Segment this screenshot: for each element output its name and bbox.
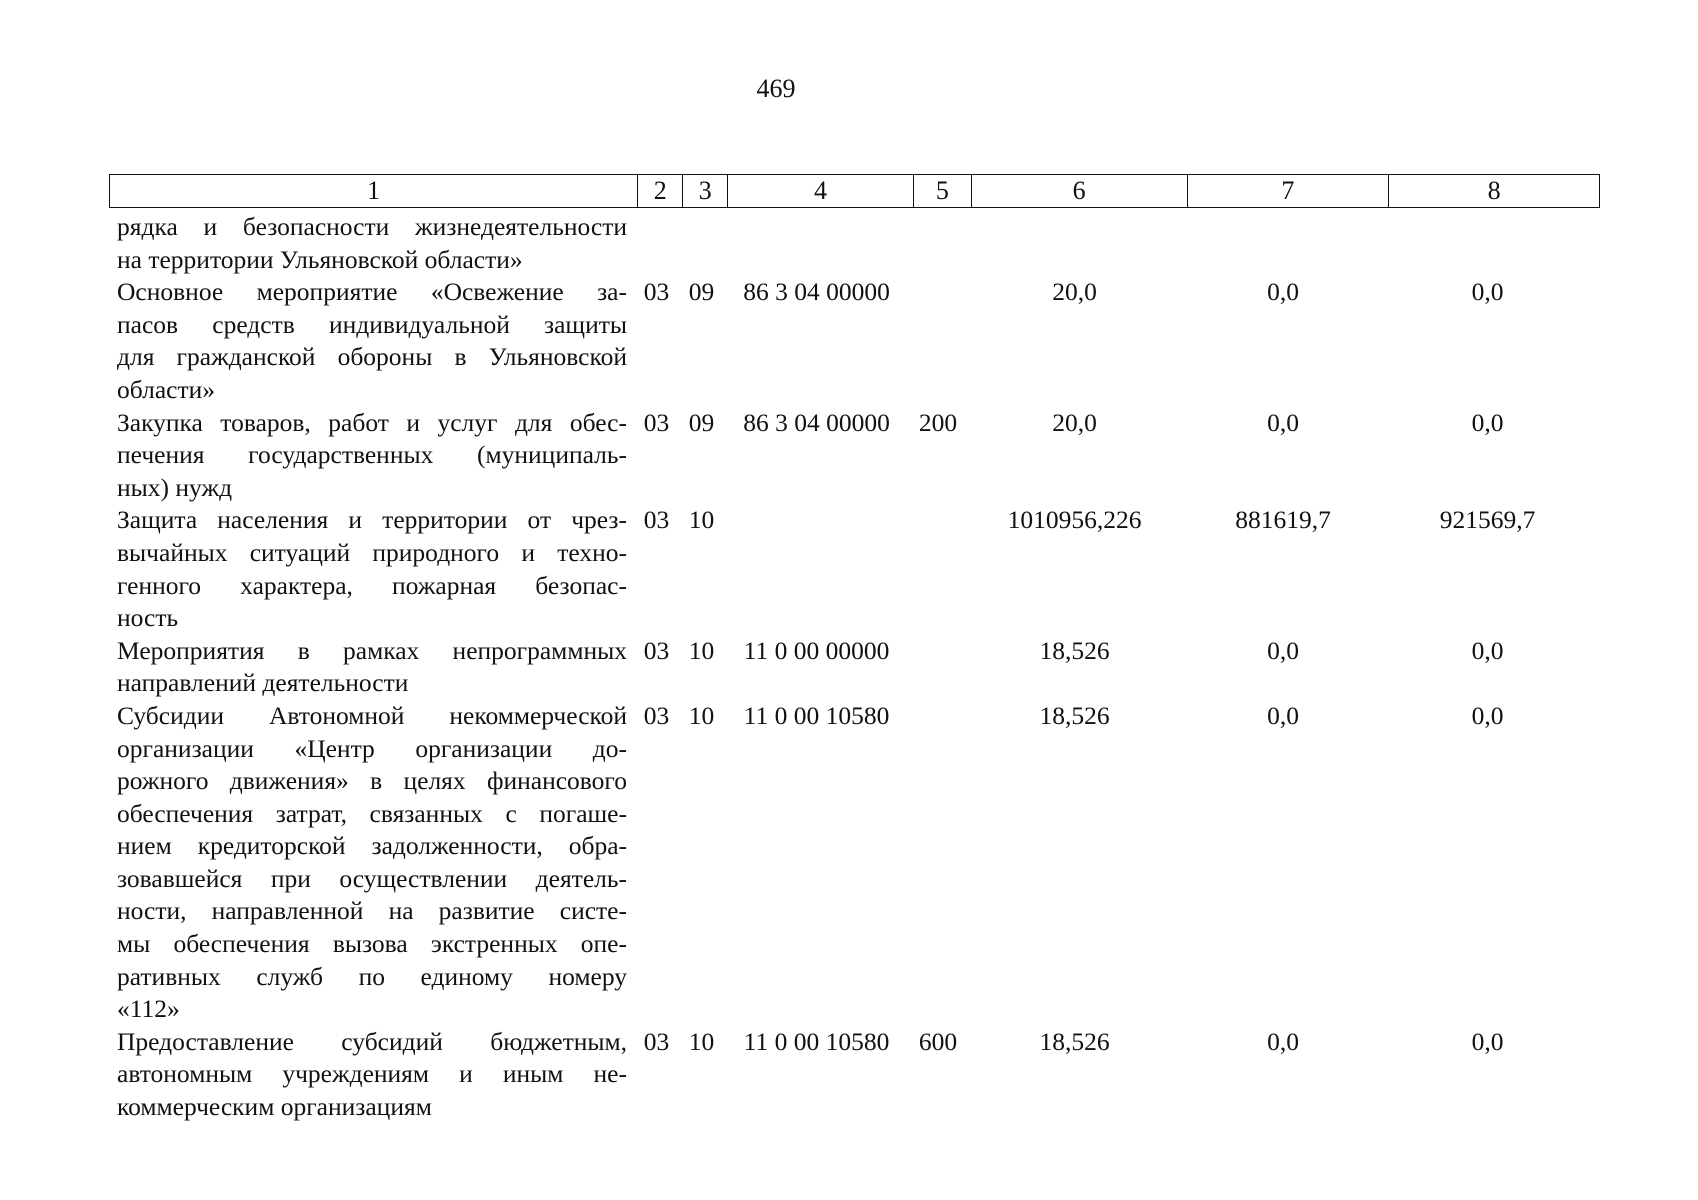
row-description	[117, 407, 627, 505]
amount-col-6: 20,0	[1052, 277, 1097, 307]
description-line: печения государственных (муниципаль-	[117, 440, 627, 470]
amount-col-6: 20,0	[1052, 407, 1097, 437]
header-cell-1: 1	[110, 175, 638, 207]
table-header	[109, 174, 1600, 208]
description-line: пасов средств индивидуальной защиты	[117, 309, 627, 339]
section-code: 03	[643, 1026, 670, 1056]
description-line: автономным учреждениям и иным не-	[117, 1059, 627, 1089]
description-line: рожного движения» в целях финансового	[117, 766, 627, 796]
description-line: ративных служб по единому номеру	[117, 961, 627, 991]
description-line: коммерческим организациям	[117, 1092, 432, 1122]
header-cell-4: 4	[728, 175, 914, 207]
description-line: ности, направленной на развитие систе-	[117, 896, 627, 926]
amount-col-6: 18,526	[1039, 635, 1110, 665]
table-row	[117, 407, 1600, 505]
amount-col-7: 0,0	[1267, 635, 1299, 665]
section-code: 03	[643, 635, 670, 665]
amount-col-8: 0,0	[1471, 407, 1504, 437]
target-article-code: 11 0 00 10580	[743, 700, 890, 730]
page-number-text: 469	[756, 74, 796, 103]
subsection-code: 10	[688, 505, 715, 535]
amount-col-6: 18,526	[1039, 700, 1110, 730]
amount-col-7: 881619,7	[1235, 505, 1331, 535]
table-row	[117, 211, 1600, 276]
amount-col-7: 0,0	[1267, 700, 1299, 730]
header-cell-2: 2	[638, 175, 683, 207]
amount-col-7: 0,0	[1267, 407, 1299, 437]
amount-col-7: 0,0	[1267, 277, 1299, 307]
description-line: Мероприятия в рамках непрограммных	[117, 635, 627, 665]
section-code: 03	[643, 700, 670, 730]
description-line: направлений деятельности	[117, 668, 409, 698]
amount-col-8: 0,0	[1471, 700, 1504, 730]
description-line: зовавшейся при осуществлении деятель-	[117, 863, 627, 893]
description-line: области»	[117, 374, 215, 404]
target-article-code: 11 0 00 00000	[743, 635, 890, 665]
amount-col-8: 0,0	[1471, 277, 1504, 307]
description-line: Защита населения и территории от чрез-	[117, 505, 627, 535]
amount-col-6: 1010956,226	[1007, 505, 1142, 535]
description-line: обеспечения затрат, связанных с погаше-	[117, 798, 627, 828]
description-line: рядка и безопасности жизнедеятельности	[117, 212, 627, 241]
description-line: ных) нужд	[117, 472, 233, 502]
description-line: для гражданской обороны в Ульяновской	[117, 342, 627, 372]
header-cell-3: 3	[683, 175, 728, 207]
section-code: 03	[643, 277, 670, 307]
subsection-code: 10	[688, 700, 715, 730]
amount-col-8: 0,0	[1471, 635, 1504, 665]
row-description	[117, 211, 627, 276]
amount-col-7: 0,0	[1267, 1026, 1299, 1056]
target-article-code: 11 0 00 10580	[743, 1026, 890, 1056]
expense-type-code: 200	[918, 407, 958, 437]
table-row	[117, 504, 1600, 634]
subsection-code: 10	[688, 1026, 715, 1056]
row-description	[117, 504, 627, 634]
section-code: 03	[643, 505, 670, 535]
amount-col-8: 921569,7	[1439, 505, 1536, 535]
row-description	[117, 276, 627, 406]
description-line: «112»	[117, 994, 180, 1024]
header-cell-5: 5	[914, 175, 972, 207]
description-line: вычайных ситуаций природного и техно-	[117, 537, 627, 567]
subsection-code: 09	[688, 277, 715, 307]
page-number	[0, 74, 1698, 104]
target-article-code: 86 3 04 00000	[743, 407, 890, 437]
row-description	[117, 700, 627, 1026]
amount-col-8: 0,0	[1471, 1026, 1504, 1056]
subsection-code: 10	[688, 635, 715, 665]
row-description	[117, 1026, 627, 1124]
expense-type-code: 600	[918, 1026, 958, 1056]
header-cell-6: 6	[972, 175, 1188, 207]
description-line: организации «Центр организации до-	[117, 733, 627, 763]
amount-col-6: 18,526	[1039, 1026, 1110, 1056]
description-line: Субсидии Автономной некоммерческой	[117, 700, 627, 730]
target-article-code: 86 3 04 00000	[743, 277, 890, 307]
table-row	[117, 700, 1600, 1026]
description-line: Закупка товаров, работ и услуг для обес-	[117, 407, 627, 437]
table-row	[117, 1026, 1600, 1124]
description-line: на территории Ульяновской области»	[117, 244, 523, 274]
description-line: Основное мероприятие «Освежение за-	[117, 277, 627, 307]
header-cell-8: 8	[1487, 176, 1501, 205]
table-row	[117, 276, 1600, 406]
header-cell-7: 7	[1188, 175, 1390, 207]
description-line: ность	[117, 603, 179, 633]
description-line: нием кредиторской задолженности, обра-	[117, 831, 627, 861]
description-line: генного характера, пожарная безопас-	[117, 570, 627, 600]
table-body	[117, 211, 1600, 1124]
description-line: мы обеспечения вызова экстренных опе-	[117, 929, 627, 959]
row-description	[117, 635, 627, 700]
subsection-code: 09	[688, 407, 715, 437]
table-row	[117, 635, 1600, 700]
section-code: 03	[643, 407, 670, 437]
description-line: Предоставление субсидий бюджетным,	[117, 1026, 627, 1056]
